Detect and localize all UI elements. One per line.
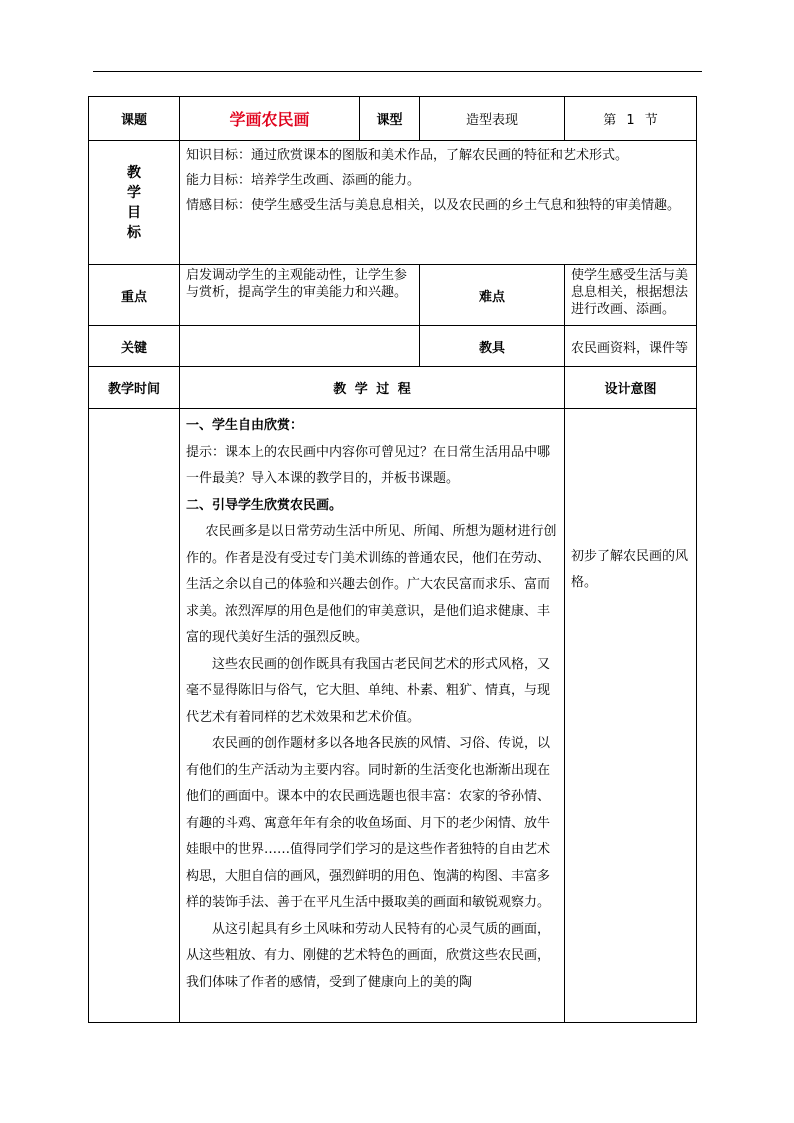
objectives-label-char: 学 (127, 184, 141, 201)
teaching-time-label: 教学时间 (89, 367, 180, 409)
teaching-process-content (180, 409, 565, 1023)
objectives-label (89, 141, 180, 265)
header-rule (93, 71, 702, 72)
design-intent-label: 设计意图 (565, 367, 697, 409)
key-row (89, 326, 697, 367)
key-points-content: 启发调动学生的主观能动性，让学生参与赏析，提高学生的审美能力和兴趣。 (180, 265, 420, 326)
process-paragraph: 农民画多是以日常劳动生活中所见、所闻、所想为题材进行创作的。作者是没有受过专门美术训练的普通农民，他们在劳动、生活之余以自己的体验和兴趣去创作。广大农民富而求乐、富而求美。浓烈浑厚的用色是他们的审美意识，是他们追求健康、丰富的现代美好生活的强烈反映。 (186, 524, 557, 645)
process-header-row (89, 367, 697, 409)
section-heading-2: 二、引导学生欣赏农民画。 (186, 497, 343, 513)
tools-label: 教具 (420, 326, 565, 367)
teaching-time-cell (89, 409, 180, 1023)
objectives-label-char: 目 (127, 204, 141, 221)
topic-label: 课题 (89, 97, 180, 141)
type-value: 造型表现 (420, 97, 565, 141)
type-label: 课型 (360, 97, 420, 141)
key-content (180, 326, 420, 367)
lesson-plan-table (88, 96, 697, 1023)
section-heading-1: 一、学生自由欣赏： (186, 418, 304, 433)
key-label: 关键 (89, 326, 180, 367)
objectives-label-char: 教 (127, 164, 141, 181)
emotion-objective: 情感目标：使学生感受生活与美息息相关，以及农民画的乡土气息和独特的审美情趣。 (186, 198, 681, 213)
header-row (89, 97, 697, 141)
process-row (89, 409, 697, 1023)
difficult-content: 使学生感受生活与美息息相关，根据想法进行改画、添画。 (565, 265, 697, 326)
key-points-label: 重点 (89, 265, 180, 326)
teaching-process-label: 教 学 过 程 (180, 367, 565, 409)
process-paragraph: 从这引起具有乡土风味和劳动人民特有的心灵气质的画面，从这些粗放、有力、刚健的艺术特色的画面，欣赏这些农民画，我们体味了作者的感情，受到了健康向上的美的陶 (186, 921, 551, 990)
difficult-label: 难点 (420, 265, 565, 326)
objectives-row (89, 141, 697, 265)
ability-objective: 能力目标：培养学生改画、添画的能力。 (186, 173, 421, 188)
tools-content: 农民画资料，课件等 (565, 326, 697, 367)
knowledge-objective: 知识目标：通过欣赏课本的图版和美术作品，了解农民画的特征和艺术形式。 (186, 148, 629, 163)
process-paragraph: 这些农民画的创作既具有我国古老民间艺术的形式风格，又毫不显得陈旧与俗气，它大胆、单纯、朴素、粗犷、情真，与现代艺术有着同样的艺术效果和艺术价值。 (186, 656, 551, 725)
objectives-content (180, 141, 697, 265)
process-paragraph: 农民画的创作题材多以各地各民族的风情、习俗、传说，以有他们的生产活动为主要内容。同时新的生活变化也渐渐出现在他们的画面中。课本中的农民画选题也很丰富：农家的爷孙情、有趣的斗鸡、寓意年年有余的收鱼场面、月下的老少闲情、放牛娃眼中的世界……值得同学们学习的是这些作者独特的自由艺术构思，大胆自信的画风，强烈鲜明的用色、饱满的构图、丰富多样的装饰手法、善于在平凡生活中摄取美的画面和敏锐观察力。 (186, 736, 551, 910)
objectives-label-char: 标 (127, 224, 141, 241)
key-points-row (89, 265, 697, 326)
process-paragraph: 提示：课本上的农民画中内容你可曾见过？在日常生活用品中哪一件最美？导入本课的教学目的，并板书课题。 (186, 444, 551, 486)
lesson-title: 学画农民画 (180, 97, 360, 141)
design-intent-content: 初步了解农民画的风格。 (565, 409, 697, 1023)
lesson-number: 第 1 节 (565, 97, 697, 141)
